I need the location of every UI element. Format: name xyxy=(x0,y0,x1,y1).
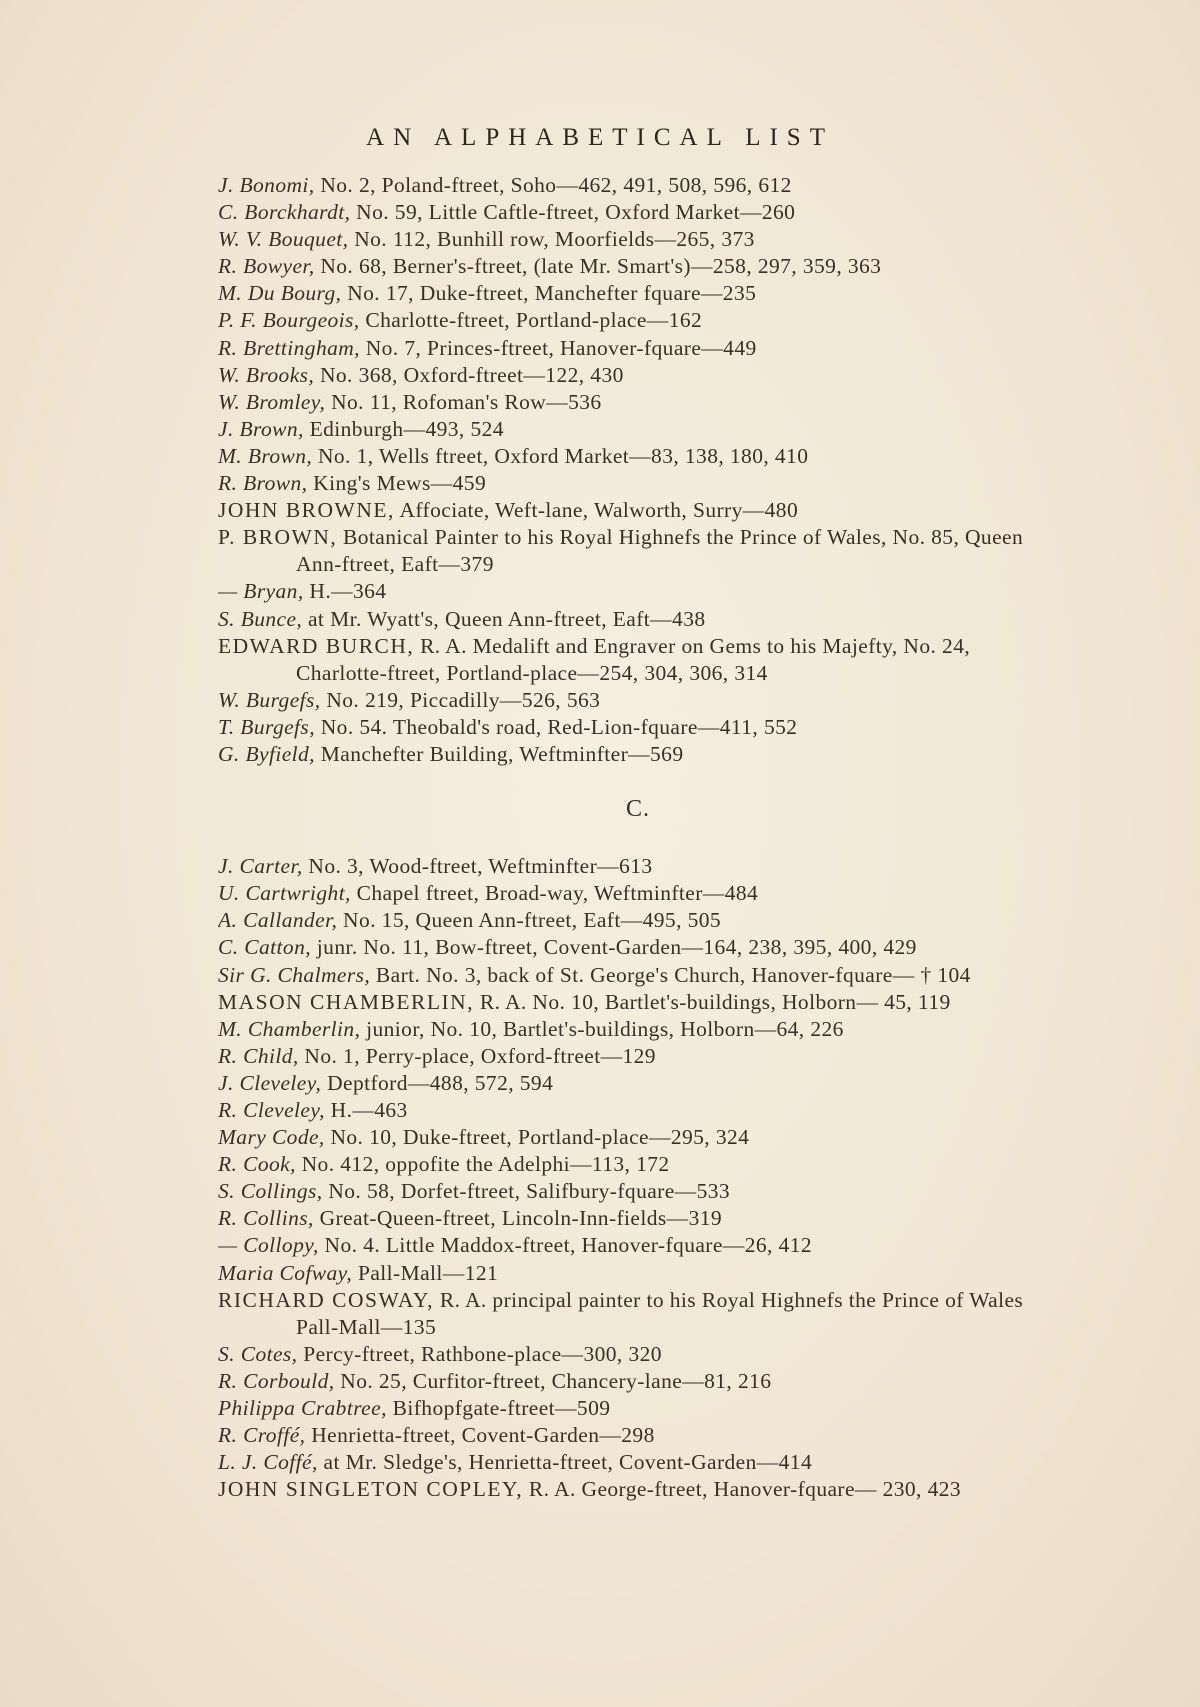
entry-detail: Deptford—488, 572, 594 xyxy=(321,1070,554,1095)
list-entry xyxy=(218,1097,1058,1124)
entry-detail: H.—463 xyxy=(324,1098,408,1122)
entry-detail: Bart. No. 3, back of St. George's Church, Hanover-fquare— † 104 xyxy=(370,962,971,987)
list-entry xyxy=(218,853,1058,880)
list-entry xyxy=(218,741,1058,768)
entry-name: — Bryan, xyxy=(218,579,304,604)
list-entry xyxy=(218,226,1058,253)
list-entry xyxy=(218,1449,1058,1476)
list-entry xyxy=(218,1043,1058,1070)
list-entry xyxy=(218,1476,1058,1503)
entry-name: R. Croffé, xyxy=(218,1423,306,1448)
entry-detail: No. 7, Princes-ftreet, Hanover-fquare—449 xyxy=(359,335,757,360)
running-head: AN ALPHABETICAL LIST xyxy=(366,124,834,151)
entry-name: EDWARD BURCH, xyxy=(218,633,415,658)
entry-name: R. Cleveley, xyxy=(218,1098,325,1122)
entry-detail: No. 1, Perry-place, Oxford-ftreet—129 xyxy=(298,1043,656,1068)
list-entry xyxy=(218,307,1058,334)
entry-name: C. Borckhardt, xyxy=(218,200,351,225)
entry-name: S. Cotes, xyxy=(218,1341,298,1366)
entry-name: JOHN BROWNE, xyxy=(218,498,395,523)
list-entry xyxy=(218,172,1058,199)
entry-name: U. Cartwright, xyxy=(218,881,351,906)
entry-detail: Bifhopfgate-ftreet—509 xyxy=(386,1396,611,1421)
entry-detail: Manchefter Building, Weftminfter—569 xyxy=(314,741,684,766)
entry-name: M. Chamberlin, xyxy=(218,1016,361,1041)
entry-name: R. Brettingham, xyxy=(218,335,360,360)
entry-detail: junr. No. 11, Bow-ftreet, Covent-Garden—164, 238, 395, 400, 429 xyxy=(311,935,917,960)
entry-name: C. Catton, xyxy=(218,935,312,960)
entry-detail: Chapel ftreet, Broad-way, Weftminfter—484 xyxy=(350,881,759,906)
entry-detail: H.—364 xyxy=(303,579,387,604)
entry-detail: No. 219, Piccadilly—526, 563 xyxy=(320,687,601,712)
list-entry xyxy=(218,1151,1058,1178)
list-entry xyxy=(218,606,1058,633)
entry-name: J. Bonomi, xyxy=(218,173,315,197)
entry-name: MASON CHAMBERLIN, xyxy=(218,989,475,1014)
entry-name: W. V. Bouquet, xyxy=(218,227,349,252)
list-entry xyxy=(218,253,1058,280)
list-entry xyxy=(218,1260,1058,1287)
section-b-entries xyxy=(218,172,1058,768)
entry-detail: R. A. George-ftreet, Hanover-fquare— 230, 423 xyxy=(523,1477,962,1502)
list-entry xyxy=(218,633,1058,687)
entry-name: S. Collings, xyxy=(218,1179,323,1204)
list-entry xyxy=(218,1016,1058,1043)
entry-name: A. Callander, xyxy=(218,908,338,933)
list-entry xyxy=(218,362,1058,389)
entry-detail: Pall-Mall—121 xyxy=(352,1260,499,1285)
list-entry xyxy=(218,1124,1058,1151)
entry-name: J. Carter, xyxy=(218,854,303,879)
entry-name: J. Cleveley, xyxy=(218,1070,322,1095)
entry-detail: No. 54. Theobald's road, Red-Lion-fquare—411, 552 xyxy=(314,714,798,739)
entry-name: M. Brown, xyxy=(218,443,313,468)
entry-detail: No. 3, Wood-ftreet, Weftminfter—613 xyxy=(302,854,653,879)
entry-name: P. BROWN, xyxy=(218,525,338,550)
entry-detail: junior, No. 10, Bartlet's-buildings, Holborn—64, 226 xyxy=(360,1016,844,1041)
entry-detail: No. 412, oppofite the Adelphi—113, 172 xyxy=(295,1152,670,1177)
entry-detail: No. 68, Berner's-ftreet, (late Mr. Smart's)—258, 297, 359, 363 xyxy=(314,254,882,279)
entry-detail: No. 25, Curfitor-ftreet, Chancery-lane—81, 216 xyxy=(334,1368,772,1393)
list-entry xyxy=(218,907,1058,934)
list-entry xyxy=(218,1422,1058,1449)
list-entry xyxy=(218,335,1058,362)
list-entry xyxy=(218,1287,1058,1341)
entry-detail: No. 368, Oxford-ftreet—122, 430 xyxy=(314,362,624,387)
entry-detail: Charlotte-ftreet, Portland-place—162 xyxy=(359,308,703,333)
list-entry xyxy=(218,1178,1058,1205)
entry-name: W. Bromley, xyxy=(218,389,326,414)
entry-name: G. Byfield, xyxy=(218,741,315,766)
list-entry xyxy=(218,524,1058,578)
entry-detail: at Mr. Sledge's, Henrietta-ftreet, Covent-Garden—414 xyxy=(317,1450,813,1475)
entry-name: Philippa Crabtree, xyxy=(218,1396,387,1421)
alphabetical-list xyxy=(218,172,1058,1503)
entry-name: R. Child, xyxy=(218,1043,299,1068)
entry-detail: Affociate, Weft-lane, Walworth, Surry—480 xyxy=(394,498,799,523)
entry-name: R. Brown, xyxy=(218,471,308,496)
list-entry xyxy=(218,1341,1058,1368)
entry-detail: No. 59, Little Caftle-ftreet, Oxford Market—260 xyxy=(350,200,796,225)
list-entry xyxy=(218,1232,1058,1259)
entry-detail: R. A. No. 10, Bartlet's-buildings, Holborn— 45, 119 xyxy=(474,989,951,1014)
entry-name: Sir G. Chalmers, xyxy=(218,962,371,987)
entry-detail: R. A. principal painter to his Royal Highnefs the Prince of Wales Pall-Mall—135 xyxy=(296,1287,1024,1339)
entry-name: J. Brown, xyxy=(218,416,304,441)
list-entry xyxy=(218,989,1058,1016)
entry-detail: Great-Queen-ftreet, Lincoln-Inn-fields—319 xyxy=(313,1206,723,1231)
list-entry xyxy=(218,1368,1058,1395)
entry-name: R. Collins, xyxy=(218,1206,314,1231)
list-entry xyxy=(218,1205,1058,1232)
entry-detail: No. 58, Dorfet-ftreet, Salifbury-fquare—533 xyxy=(322,1179,731,1204)
entry-name: P. F. Bourgeois, xyxy=(218,308,360,333)
list-entry xyxy=(218,470,1058,497)
list-entry xyxy=(218,1070,1058,1097)
list-entry xyxy=(218,389,1058,416)
section-c-heading: C. xyxy=(625,796,650,823)
entry-detail: No. 10, Duke-ftreet, Portland-place—295, 324 xyxy=(324,1125,750,1150)
entry-name: Maria Cofway, xyxy=(218,1260,353,1285)
entry-name: W. Burgefs, xyxy=(218,687,321,712)
entry-detail: No. 17, Duke-ftreet, Manchefter fquare—235 xyxy=(341,281,757,306)
entry-name: — Collopy, xyxy=(218,1233,319,1258)
entry-name: W. Brooks, xyxy=(218,362,315,387)
list-entry xyxy=(218,280,1058,307)
list-entry xyxy=(218,880,1058,907)
list-entry xyxy=(218,199,1058,226)
list-entry xyxy=(218,578,1058,605)
entry-name: R. Cook, xyxy=(218,1152,296,1177)
entry-detail: No. 2, Poland-ftreet, Soho—462, 491, 508, 596, 612 xyxy=(314,173,792,197)
entry-detail: Percy-ftreet, Rathbone-place—300, 320 xyxy=(297,1341,662,1366)
list-entry xyxy=(218,1395,1058,1422)
entry-detail: No. 11, Rofoman's Row—536 xyxy=(325,389,602,414)
entry-name: Mary Code, xyxy=(218,1125,325,1150)
list-entry xyxy=(218,934,1058,961)
entry-detail: Henrietta-ftreet, Covent-Garden—298 xyxy=(305,1423,655,1448)
entry-detail: King's Mews—459 xyxy=(307,471,487,496)
entry-detail: Edinburgh—493, 524 xyxy=(303,416,504,441)
list-entry xyxy=(218,962,1058,989)
entry-name: RICHARD COSWAY, xyxy=(218,1287,435,1312)
entry-name: M. Du Bourg, xyxy=(218,281,342,306)
list-entry xyxy=(218,687,1058,714)
entry-detail: Botanical Painter to his Royal Highnefs the Prince of Wales, No. 85, Queen Ann-ftreet, Eaft—379 xyxy=(296,525,1024,577)
entry-name: L. J. Coffé, xyxy=(218,1450,318,1475)
list-entry xyxy=(218,497,1058,524)
list-entry xyxy=(218,443,1058,470)
entry-name: R. Bowyer, xyxy=(218,254,315,279)
entry-name: S. Bunce, xyxy=(218,606,303,631)
entry-detail: No. 112, Bunhill row, Moorfields—265, 373 xyxy=(348,227,755,252)
entry-name: T. Burgefs, xyxy=(218,714,315,739)
entry-detail: at Mr. Wyatt's, Queen Ann-ftreet, Eaft—438 xyxy=(302,606,706,631)
section-c-entries xyxy=(218,853,1058,1503)
entry-name: R. Corbould, xyxy=(218,1368,335,1393)
entry-detail: No. 15, Queen Ann-ftreet, Eaft—495, 505 xyxy=(337,908,722,933)
entry-detail: No. 1, Wells ftreet, Oxford Market—83, 138, 180, 410 xyxy=(312,443,809,468)
entry-name: JOHN SINGLETON COPLEY, xyxy=(218,1477,524,1502)
entry-detail: No. 4. Little Maddox-ftreet, Hanover-fquare—26, 412 xyxy=(318,1233,812,1258)
entry-detail: R. A. Medalift and Engraver on Gems to his Majefty, No. 24, Charlotte-ftreet, Portland-place—254, 304, 306, 314 xyxy=(296,633,971,685)
list-entry xyxy=(218,416,1058,443)
list-entry xyxy=(218,714,1058,741)
